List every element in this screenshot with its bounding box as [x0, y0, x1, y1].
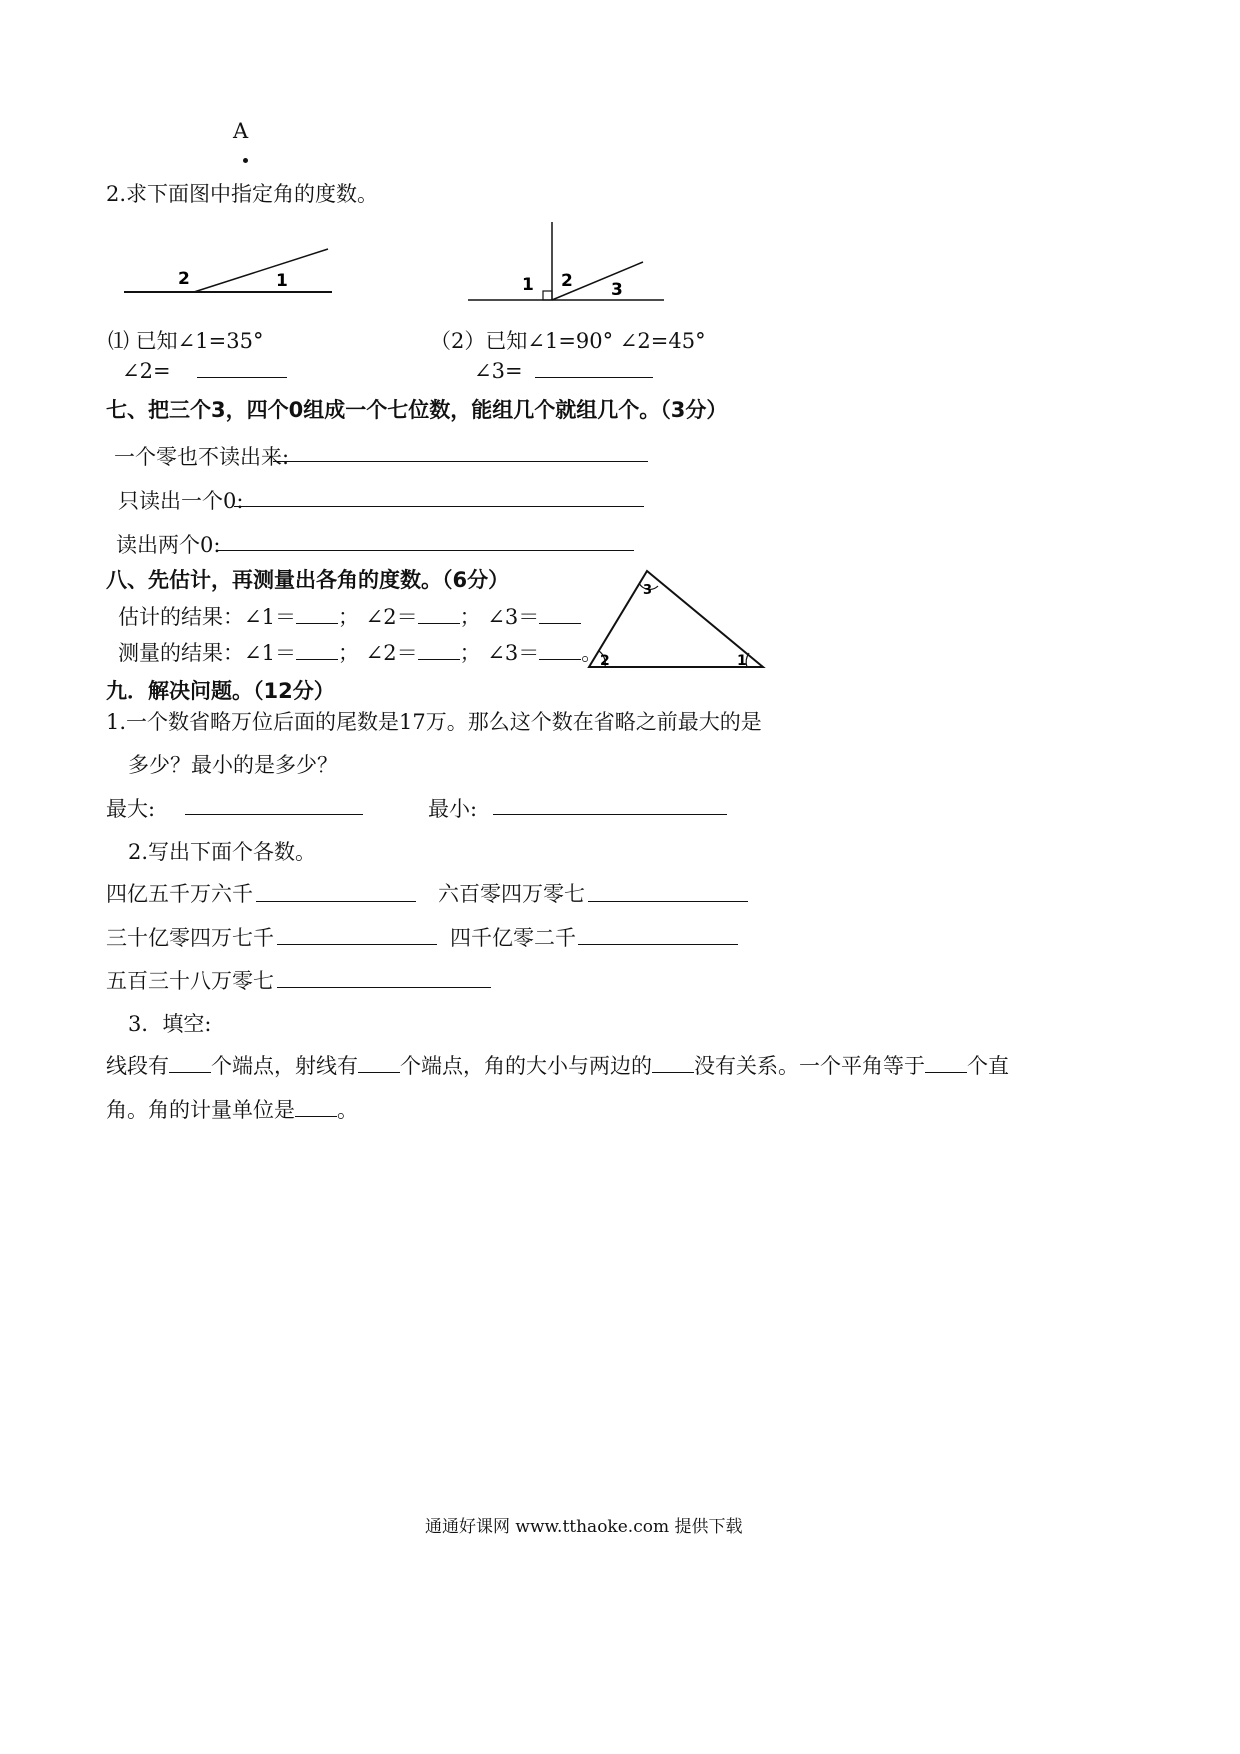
sec9-problem-1-line-1: 1.一个数省略万位后面的尾数是17万。那么这个数在省略之前最大的是: [106, 710, 762, 734]
q2-ask-1-label: ∠2=: [122, 359, 171, 383]
q2-answer-2-blank[interactable]: [535, 357, 653, 378]
sec7-row-1-blank[interactable]: [273, 461, 648, 462]
sep: ；: [459, 641, 481, 665]
triangle-label-1: 1: [737, 653, 747, 669]
fill-text-6: 角。角的计量单位是: [106, 1098, 295, 1122]
estimate-angle-3-blank[interactable]: [539, 603, 581, 624]
sec7-row-2-blank[interactable]: [234, 506, 644, 507]
triangle-label-3: 3: [643, 583, 653, 598]
number-word-5: 五百三十八万零七: [106, 969, 274, 993]
number-1-blank[interactable]: [256, 901, 416, 902]
fill-blank-2[interactable]: [358, 1052, 400, 1073]
measure-angle-2-label: ∠2＝: [365, 641, 418, 665]
point-a-dot: [243, 158, 248, 163]
sep: ；: [337, 605, 359, 629]
sep: ；: [459, 605, 481, 629]
q2-given-2: （2）已知∠1=90° ∠2=45°: [430, 329, 706, 353]
number-5-blank[interactable]: [277, 987, 491, 988]
q2-title: 2.求下面图中指定角的度数。: [106, 182, 379, 206]
estimate-angle-1-label: ∠1＝: [244, 605, 296, 629]
angle-figure-2: [464, 220, 674, 310]
number-3-blank[interactable]: [277, 944, 437, 945]
fill-text-1: 线段有: [106, 1054, 169, 1078]
fig1-label-2: 2: [178, 269, 190, 289]
sec7-row-3-label: 读出两个0:: [116, 533, 221, 557]
sec9-problem-1-line-2: 多少？最小的是多少？: [128, 753, 338, 777]
fig2-label-2: 2: [561, 271, 573, 291]
fill-blank-4[interactable]: [925, 1052, 967, 1073]
fill-line-2: [106, 1096, 358, 1124]
q2-given-1: ⑴ 已知∠1=35°: [108, 329, 264, 353]
fig2-label-3: 3: [611, 280, 623, 300]
section-9-title: 九．解决问题。（12分）: [106, 679, 335, 703]
number-4-blank[interactable]: [578, 944, 738, 945]
triangle-figure: [585, 565, 775, 675]
sec8-measure-label: 测量的结果：: [118, 641, 244, 665]
sec8-measure-row: [118, 639, 602, 667]
fill-text-7: 。: [337, 1098, 358, 1122]
estimate-angle-3-label: ∠3＝: [487, 605, 540, 629]
q2-ask-1: [122, 357, 287, 385]
number-word-1: 四亿五千万六千: [106, 882, 253, 906]
min-answer-blank[interactable]: [493, 814, 727, 815]
angle-figure-1: [120, 240, 340, 310]
fill-blank-5[interactable]: [295, 1096, 337, 1117]
q2-ask-2-label: ∠3=: [474, 359, 523, 383]
sec7-row-1-label: 一个零也不读出来:: [114, 445, 290, 469]
sec9-problem-2-title: 2.写出下面个各数。: [128, 840, 317, 864]
measure-angle-1-blank[interactable]: [296, 639, 338, 660]
sep: ；: [337, 641, 359, 665]
number-word-4: 四千亿零二千: [450, 926, 576, 950]
number-word-3: 三十亿零四万七千: [106, 926, 274, 950]
max-answer-blank[interactable]: [185, 814, 363, 815]
number-word-2: 六百零四万零七: [438, 882, 585, 906]
estimate-angle-1-blank[interactable]: [296, 603, 338, 624]
footer-text: 通通好课网 www.tthaoke.com 提供下载: [425, 1517, 743, 1537]
end-mark: 。: [581, 641, 603, 665]
fill-text-4: 没有关系。一个平角等于: [694, 1054, 925, 1078]
sec7-row-3-blank[interactable]: [216, 550, 634, 551]
sec8-estimate-row: [118, 603, 581, 631]
sec9-problem-3-title: 3．填空:: [128, 1012, 212, 1036]
fig1-label-1: 1: [276, 271, 288, 291]
fill-text-2: 个端点，射线有: [211, 1054, 358, 1078]
fill-blank-3[interactable]: [652, 1052, 694, 1073]
fill-text-3: 个端点，角的大小与两边的: [400, 1054, 652, 1078]
min-label: 最小:: [428, 797, 478, 821]
number-2-blank[interactable]: [588, 901, 748, 902]
section-7-title: 七、把三个3，四个0组成一个七位数，能组几个就组几个。（3分）: [106, 398, 728, 422]
fill-line-1: [106, 1052, 1009, 1080]
fig2-label-1: 1: [522, 275, 534, 295]
measure-angle-1-label: ∠1＝: [244, 641, 296, 665]
q2-ask-2: [474, 357, 653, 385]
fill-blank-1[interactable]: [169, 1052, 211, 1073]
estimate-angle-2-blank[interactable]: [418, 603, 460, 624]
sec7-row-2-label: 只读出一个0:: [118, 489, 244, 513]
measure-angle-2-blank[interactable]: [418, 639, 460, 660]
fill-text-5: 个直: [967, 1054, 1009, 1078]
measure-angle-3-label: ∠3＝: [487, 641, 540, 665]
section-8-title: 八、先估计，再测量出各角的度数。（6分）: [106, 568, 510, 592]
estimate-angle-2-label: ∠2＝: [365, 605, 418, 629]
sec8-estimate-label: 估计的结果：: [118, 605, 244, 629]
q2-answer-1-blank[interactable]: [197, 357, 287, 378]
point-a-label: A: [233, 119, 249, 143]
measure-angle-3-blank[interactable]: [539, 639, 581, 660]
triangle-label-2: 2: [600, 653, 610, 669]
max-label: 最大:: [106, 797, 156, 821]
